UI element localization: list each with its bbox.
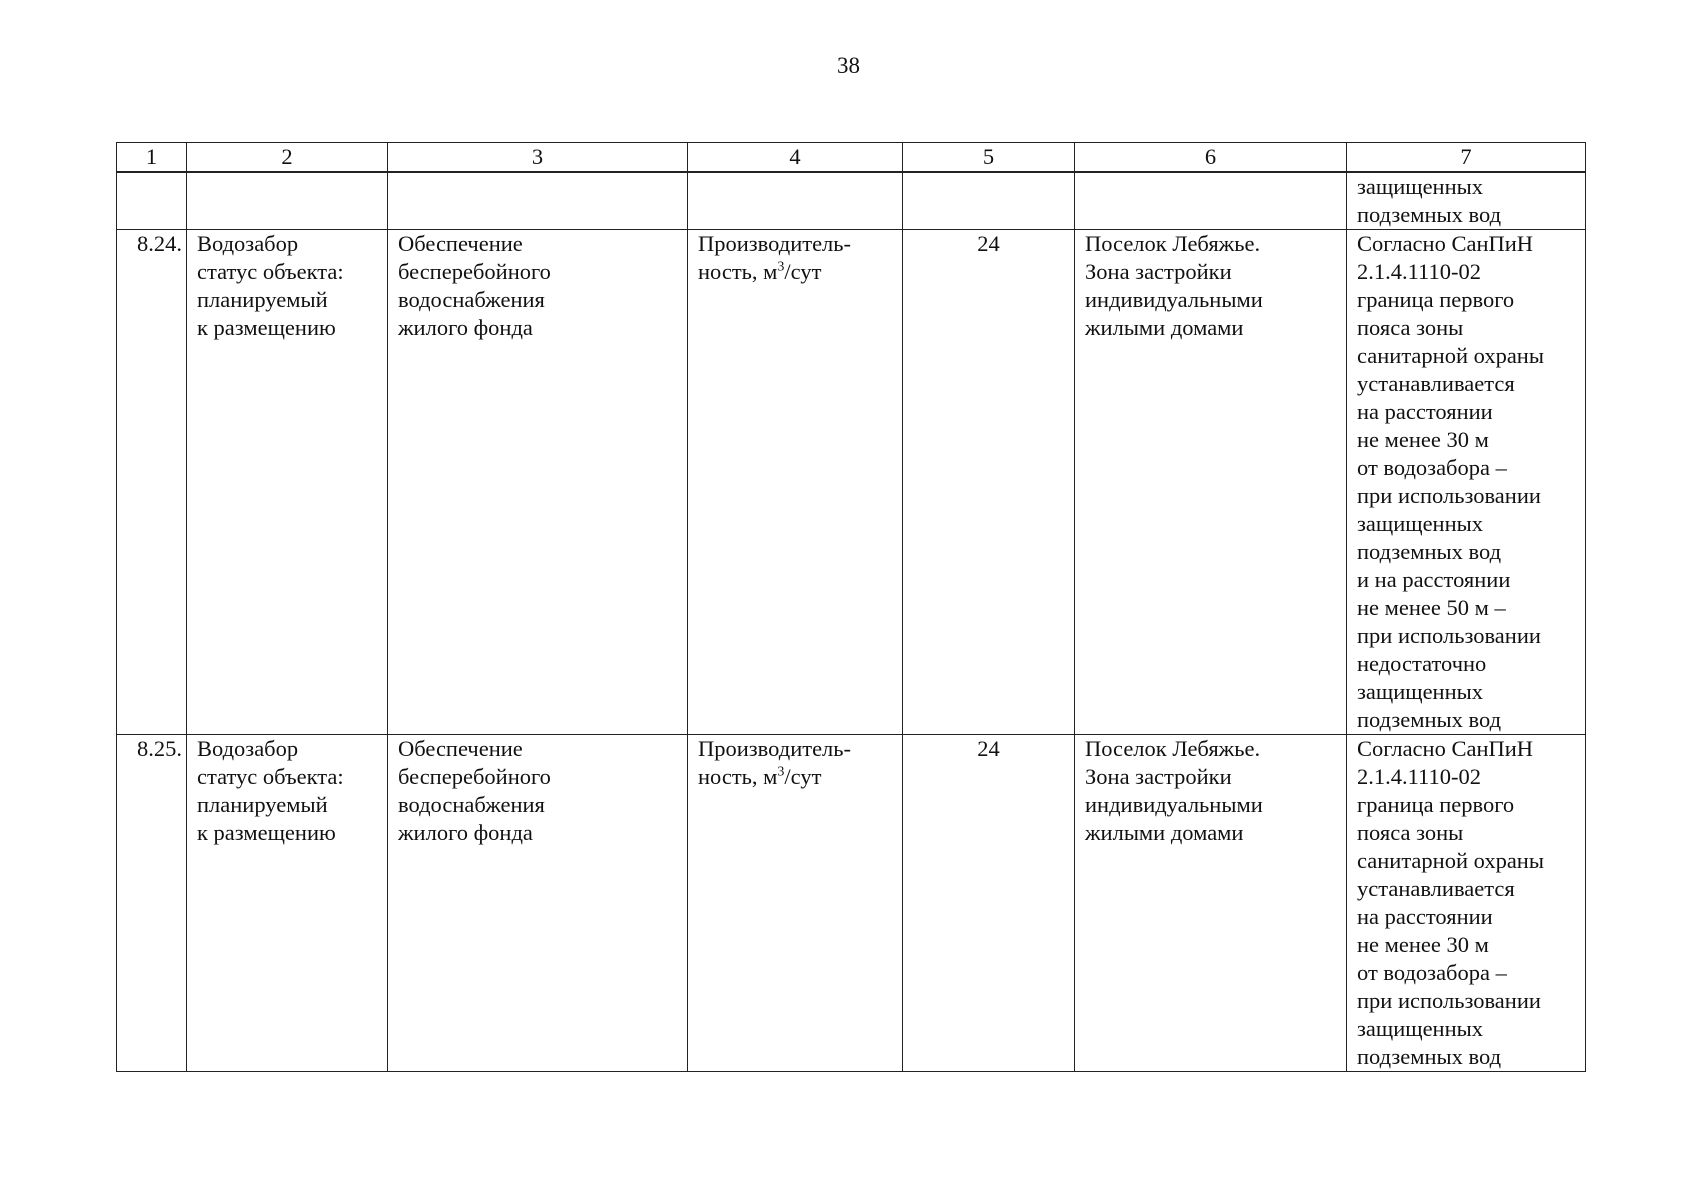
column-header: 6	[1075, 143, 1347, 173]
column-header: 4	[688, 143, 903, 173]
param-unit-superscript: 3	[777, 764, 785, 780]
text-line: планируемый	[197, 792, 328, 817]
text-line: планируемый	[197, 287, 328, 312]
text-line: Согласно СанПиН	[1357, 736, 1534, 761]
text-line: Поселок Лебяжье.	[1085, 736, 1261, 761]
location-cell	[1075, 230, 1347, 735]
text-line: бесперебойного	[398, 259, 551, 284]
note-cell	[1347, 172, 1586, 230]
text-line: от водозабора –	[1357, 455, 1507, 480]
table-row	[117, 735, 1586, 1072]
text-line: при использовании	[1357, 623, 1541, 648]
param-unit-prefix: ность, м	[698, 764, 778, 789]
object-cell	[187, 230, 388, 735]
text-line: Водозабор	[197, 736, 299, 761]
text-line: к размещению	[197, 315, 336, 340]
text-line: Производитель-	[698, 231, 852, 256]
text-line: Водозабор	[197, 231, 299, 256]
text-line: при использовании	[1357, 483, 1541, 508]
param-unit-suffix: /сут	[784, 259, 822, 284]
text-line: водоснабжения	[398, 792, 545, 817]
param-unit-prefix: ность, м	[698, 259, 778, 284]
text-line: и на расстоянии	[1357, 567, 1511, 592]
column-header: 5	[903, 143, 1075, 173]
text-line: жилыми домами	[1085, 820, 1244, 845]
note-cell	[1347, 230, 1586, 735]
param-unit-suffix: /сут	[784, 764, 822, 789]
text-line: Зона застройки	[1085, 764, 1232, 789]
object-cell	[187, 735, 388, 1072]
text-line: защищенных	[1357, 174, 1484, 199]
table-row-continuation	[117, 172, 1586, 230]
value-cell: 24	[903, 230, 1075, 735]
text-line: водоснабжения	[398, 287, 545, 312]
table-cell	[1075, 172, 1347, 230]
table-cell	[388, 172, 688, 230]
text-line: Производитель-	[698, 736, 852, 761]
location-cell	[1075, 735, 1347, 1072]
objects-table	[116, 142, 1586, 1072]
text-line: от водозабора –	[1357, 960, 1507, 985]
text-line: жилого фонда	[398, 820, 533, 845]
purpose-cell	[388, 230, 688, 735]
text-line: жилыми домами	[1085, 315, 1244, 340]
purpose-cell	[388, 735, 688, 1072]
text-line: на расстоянии	[1357, 399, 1493, 424]
parameter-cell	[688, 230, 903, 735]
text-line: при использовании	[1357, 988, 1541, 1013]
text-line: устанавливается	[1357, 876, 1515, 901]
text-line: статус объекта:	[197, 259, 344, 284]
text-line: к размещению	[197, 820, 336, 845]
page-number: 38	[837, 53, 860, 78]
text-line	[698, 258, 892, 286]
text-line: санитарной охраны	[1357, 343, 1544, 368]
text-line: не менее 50 м –	[1357, 595, 1506, 620]
row-number: 8.24.	[117, 230, 187, 735]
table-row	[117, 230, 1586, 735]
note-cell	[1347, 735, 1586, 1072]
text-line: на расстоянии	[1357, 904, 1493, 929]
text-line: подземных вод	[1357, 1044, 1502, 1069]
text-line: не менее 30 м	[1357, 427, 1489, 452]
text-line: Поселок Лебяжье.	[1085, 231, 1261, 256]
text-line: Согласно СанПиН	[1357, 231, 1534, 256]
text-line: недостаточно	[1357, 651, 1487, 676]
text-line: индивидуальными	[1085, 287, 1263, 312]
text-line: жилого фонда	[398, 315, 533, 340]
text-line: граница первого	[1357, 287, 1515, 312]
value-cell: 24	[903, 735, 1075, 1072]
text-line: не менее 30 м	[1357, 932, 1489, 957]
table-cell	[187, 172, 388, 230]
column-header: 7	[1347, 143, 1586, 173]
text-line: подземных вод	[1357, 707, 1502, 732]
text-line: граница первого	[1357, 792, 1515, 817]
table-cell	[688, 172, 903, 230]
text-line: устанавливается	[1357, 371, 1515, 396]
text-line: 2.1.4.1110-02	[1357, 259, 1481, 284]
text-line: статус объекта:	[197, 764, 344, 789]
text-line: подземных вод	[1357, 202, 1502, 227]
table-cell	[117, 172, 187, 230]
text-line	[698, 763, 892, 791]
text-line: 2.1.4.1110-02	[1357, 764, 1481, 789]
text-line: Зона застройки	[1085, 259, 1232, 284]
column-header: 1	[117, 143, 187, 173]
text-line: Обеспечение	[398, 231, 523, 256]
text-line: Обеспечение	[398, 736, 523, 761]
text-line: защищенных	[1357, 1016, 1484, 1041]
text-line: бесперебойного	[398, 764, 551, 789]
text-line: защищенных	[1357, 511, 1484, 536]
text-line: пояса зоны	[1357, 820, 1464, 845]
header-row	[117, 143, 1586, 173]
text-line: пояса зоны	[1357, 315, 1464, 340]
text-line: индивидуальными	[1085, 792, 1263, 817]
parameter-cell	[688, 735, 903, 1072]
row-number: 8.25.	[117, 735, 187, 1072]
column-header: 3	[388, 143, 688, 173]
text-line: защищенных	[1357, 679, 1484, 704]
column-header: 2	[187, 143, 388, 173]
text-line: подземных вод	[1357, 539, 1502, 564]
param-unit-superscript: 3	[777, 259, 785, 275]
text-line: санитарной охраны	[1357, 848, 1544, 873]
table-cell	[903, 172, 1075, 230]
